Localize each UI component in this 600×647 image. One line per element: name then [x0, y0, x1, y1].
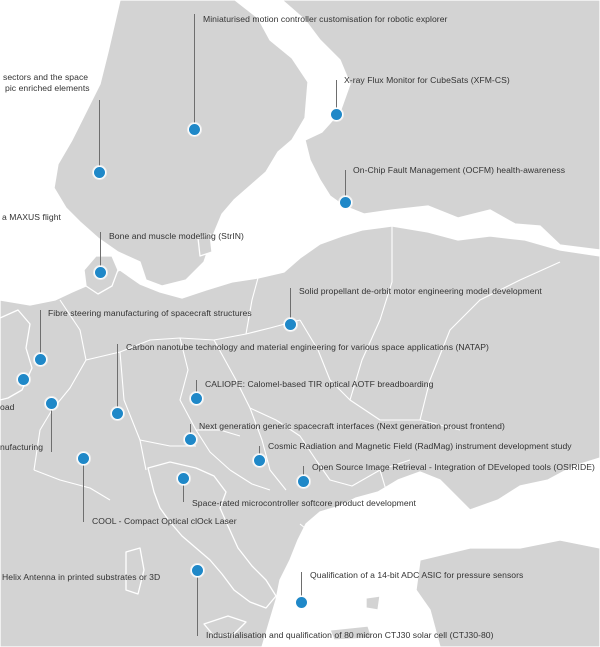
label-oad[interactable]: oad [0, 402, 15, 412]
project-pin-ocfm[interactable] [339, 196, 352, 209]
label-fibre-steering[interactable]: Fibre steering manufacturing of spacecraft structures [48, 308, 252, 318]
project-pin-osiride[interactable] [297, 475, 310, 488]
label-helix[interactable]: Helix Antenna in printed substrates or 3D [2, 572, 161, 582]
project-pin-fibre-steering[interactable] [34, 353, 47, 366]
leader-line [40, 310, 41, 358]
label-maxus[interactable]: a MAXUS flight [2, 212, 61, 222]
project-pin-deorbit[interactable] [284, 318, 297, 331]
label-xfm-cs[interactable]: X-ray Flux Monitor for CubeSats (XFM-CS) [344, 75, 510, 85]
label-ctj30[interactable]: Industrialisation and qualification of 80 micron CTJ30 solar cell (CTJ30-80) [206, 630, 494, 640]
label-ocfm[interactable]: On-Chip Fault Management (OCFM) health-awareness [353, 165, 566, 175]
project-pin-adc[interactable] [295, 596, 308, 609]
project-pin-proust[interactable] [184, 433, 197, 446]
project-pin-sectors[interactable] [93, 166, 106, 179]
project-pin-softcore[interactable] [177, 472, 190, 485]
leader-line [117, 344, 118, 414]
label-natap[interactable]: Carbon nanotube technology and material engineering for various space applications (NATAP) [126, 342, 489, 352]
scandinavia [54, 0, 308, 286]
project-pin-caliope[interactable] [190, 392, 203, 405]
project-pin-motion-controller[interactable] [188, 123, 201, 136]
project-pin-oad[interactable] [17, 373, 30, 386]
label-nufacturing[interactable]: nufacturing [0, 442, 44, 452]
label-proust[interactable]: Next generation generic spacecraft interfaces (Next generation proust frontend) [199, 421, 505, 431]
label-sectors-line2[interactable]: pic enriched elements [5, 83, 90, 93]
project-pin-nufacturing[interactable] [45, 397, 58, 410]
label-motion-controller[interactable]: Miniaturised motion controller customisation for robotic explorer [203, 14, 448, 24]
finland-russia [282, 0, 600, 250]
leader-line [51, 404, 52, 452]
leader-line [197, 570, 198, 636]
aegean-island [366, 596, 380, 610]
label-caliope[interactable]: CALIOPE: Calomel-based TIR optical AOTF breadboarding [205, 379, 434, 389]
leader-line [194, 14, 195, 130]
project-pin-cool[interactable] [77, 452, 90, 465]
project-pin-natap[interactable] [111, 407, 124, 420]
label-deorbit[interactable]: Solid propellant de-orbit motor engineering model development [299, 286, 542, 296]
project-pin-xfm-cs[interactable] [330, 108, 343, 121]
label-softcore[interactable]: Space-rated microcontroller softcore product development [192, 498, 416, 508]
leader-line [83, 458, 84, 522]
project-pin-strin[interactable] [94, 266, 107, 279]
label-sectors-line1[interactable]: sectors and the space [3, 72, 89, 82]
label-adc[interactable]: Qualification of a 14-bit ADC ASIC for pressure sensors [310, 570, 524, 580]
leader-line [99, 100, 100, 172]
label-radmag[interactable]: Cosmic Radiation and Magnetic Field (RadMag) instrument development study [268, 441, 572, 451]
label-osiride[interactable]: Open Source Image Retrieval - Integration of DEveloped tools (OSIRIDE) [312, 462, 595, 472]
label-cool[interactable]: COOL - Compact Optical clOck Laser [92, 516, 237, 526]
project-pin-helix[interactable] [191, 564, 204, 577]
project-pin-radmag[interactable] [253, 454, 266, 467]
label-strin[interactable]: Bone and muscle modelling (StrIN) [109, 231, 244, 241]
